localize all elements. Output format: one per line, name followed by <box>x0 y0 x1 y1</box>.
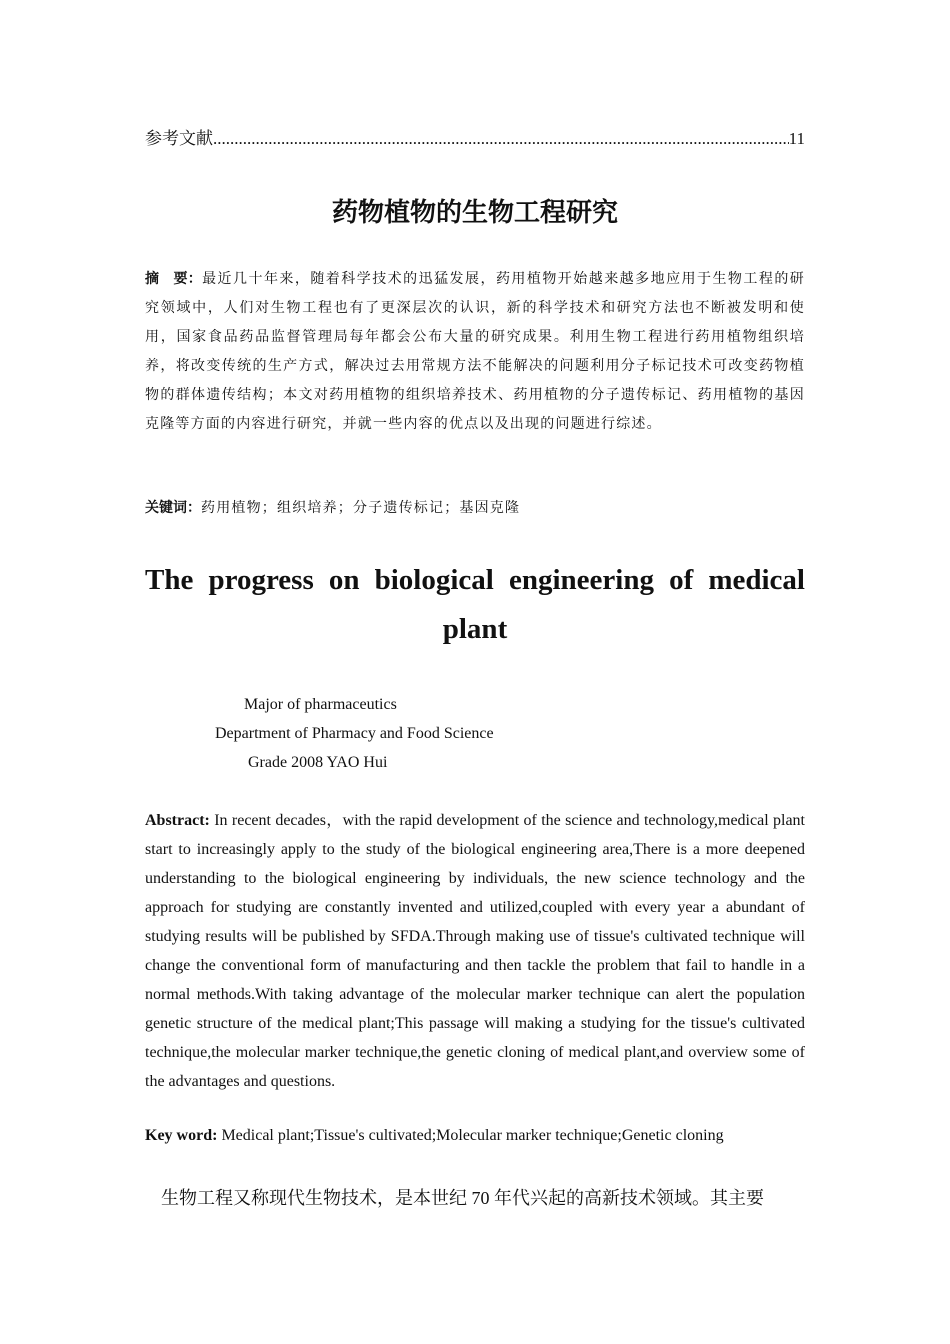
chinese-abstract-text: 最近几十年来，随着科学技术的迅猛发展，药用植物开始越来越多地应用于生物工程的研究领域中，人们对生物工程也有了更深层次的认识，新的科学技术和研究方法也不断被发明和使用，国家食品药品监督管理局每年都会公布大量的研究成果。利用生物工程进行药用植物组织培养，将改变传统的生产方式，解决过去用常规方法不能解决的问题利用分子标记技术可改变药物植物的群体遗传结构；本文对药用植物的组织培养技术、药用植物的分子遗传标记、药用植物的基因克隆等方面的内容进行研究，并就一些内容的优点以及出现的问题进行综述。 <box>145 271 805 432</box>
affiliation-grade-author: Grade 2008 YAO Hui <box>248 754 388 771</box>
chinese-abstract <box>145 265 805 439</box>
chinese-keywords-text: 药用植物；组织培养；分子遗传标记；基因克隆 <box>201 500 521 516</box>
english-title-line-1: The progress on biological engineering of medical <box>145 564 805 596</box>
toc-page-number: 11 <box>788 129 805 148</box>
chinese-title: 药物植物的生物工程研究 <box>331 198 618 227</box>
body-paragraph-start: 生物工程又称现代生物技术，是本世纪 70 年代兴起的高新技术领域。其主要 <box>161 1188 764 1208</box>
english-abstract <box>145 806 805 1096</box>
affiliation-major: Major of pharmaceutics <box>244 696 397 713</box>
english-keywords <box>145 1127 805 1145</box>
toc-leader-dots <box>213 129 789 149</box>
author-affiliation <box>215 690 494 777</box>
chinese-keywords-label: 关键词： <box>145 500 201 516</box>
english-abstract-label: Abstract: <box>145 812 210 829</box>
english-abstract-text: In recent decades，with the rapid development of the science and technology,medical plant start to increasingly apply to the study of the biological engineering area,There is a more deepened understanding to the biological engineering by individuals, the new science technology and the approach for studying are constantly invented and utilized,coupled with every year a abundant of studying results will be published by SFDA.Through making use of tissue's cultivated technique will change the conventional form of manufacturing and then tackle the problem that fail to handle in a normal methods.With taking advantage of the molecular marker technique can alert the population genetic structure of the medical plant;This passage will making a studying for the tissue's cultivated technique,the molecular marker technique,the genetic cloning of medical plant,and overview some of the advantages and questions. <box>145 812 805 1090</box>
english-title-line-2: plant <box>442 613 508 645</box>
toc-label: 参考文献 <box>145 129 213 148</box>
chinese-keywords <box>145 497 805 517</box>
english-keywords-text: Medical plant;Tissue's cultivated;Molecular marker technique;Genetic cloning <box>217 1127 724 1144</box>
chinese-abstract-label: 摘 要： <box>145 271 203 287</box>
affiliation-department: Department of Pharmacy and Food Science <box>215 725 494 742</box>
english-keywords-label: Key word: <box>145 1127 218 1144</box>
toc-entry-references[interactable] <box>145 124 805 149</box>
english-title <box>145 556 805 654</box>
